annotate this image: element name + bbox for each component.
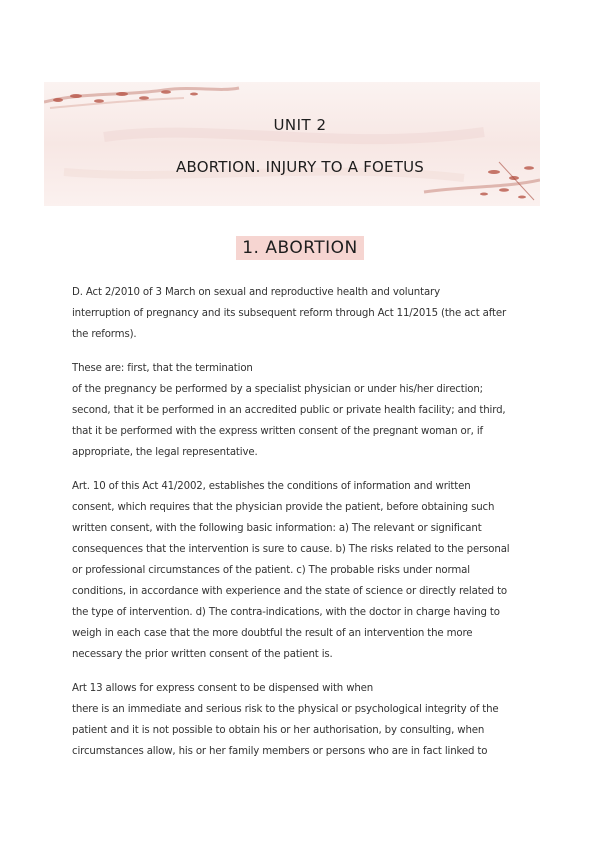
- text-line: the type of intervention. d) The contra-indications, with the doctor in charge having to: [72, 607, 500, 618]
- text-line: circumstances allow, his or her family members or persons who are in fact linked to: [72, 746, 488, 757]
- text-line: patient and it is not possible to obtain his or her authorisation, by consulting, when: [72, 725, 485, 736]
- body-content: [72, 282, 524, 775]
- text-line: necessary the prior written consent of the patient is.: [72, 649, 333, 660]
- paragraph: [72, 282, 524, 345]
- watercolor-decoration: [44, 82, 540, 206]
- paragraph: [72, 358, 524, 463]
- section-heading: [0, 238, 600, 258]
- text-line: These are: first, that the termination: [72, 363, 253, 374]
- text-line: the reforms).: [72, 329, 137, 340]
- text-line: D. Act 2/2010 of 3 March on sexual and reproductive health and voluntary: [72, 287, 440, 298]
- text-line: interruption of pregnancy and its subsequent reform through Act 11/2015 (the act after: [72, 308, 507, 319]
- unit-title: UNIT 2: [273, 116, 327, 134]
- header-banner: [44, 82, 540, 206]
- text-line: written consent, with the following basic information: a) The relevant or significant: [72, 523, 482, 534]
- text-line: appropriate, the legal representative.: [72, 447, 258, 458]
- section-heading-text: 1. ABORTION: [236, 236, 364, 260]
- text-line: consequences that the intervention is sure to cause. b) The risks related to the personal: [72, 544, 510, 555]
- unit-subtitle: ABORTION. INJURY TO A FOETUS: [176, 158, 424, 176]
- text-line: conditions, in accordance with experience and the state of science or directly related to: [72, 586, 507, 597]
- paragraph: [72, 476, 524, 665]
- text-line: second, that it be performed in an accredited public or private health facility; and third,: [72, 405, 506, 416]
- text-line: there is an immediate and serious risk to the physical or psychological integrity of the: [72, 704, 499, 715]
- text-line: Art. 10 of this Act 41/2002, establishes the conditions of information and written: [72, 481, 471, 492]
- text-line: consent, which requires that the physician provide the patient, before obtaining such: [72, 502, 495, 513]
- text-line: of the pregnancy be performed by a specialist physician or under his/her direction;: [72, 384, 483, 395]
- text-line: or professional circumstances of the patient. c) The probable risks under normal: [72, 565, 470, 576]
- text-line: that it be performed with the express written consent of the pregnant woman or, if: [72, 426, 483, 437]
- paragraph: [72, 678, 524, 762]
- text-line: Art 13 allows for express consent to be dispensed with when: [72, 683, 374, 694]
- text-line: weigh in each case that the more doubtful the result of an intervention the more: [72, 628, 473, 639]
